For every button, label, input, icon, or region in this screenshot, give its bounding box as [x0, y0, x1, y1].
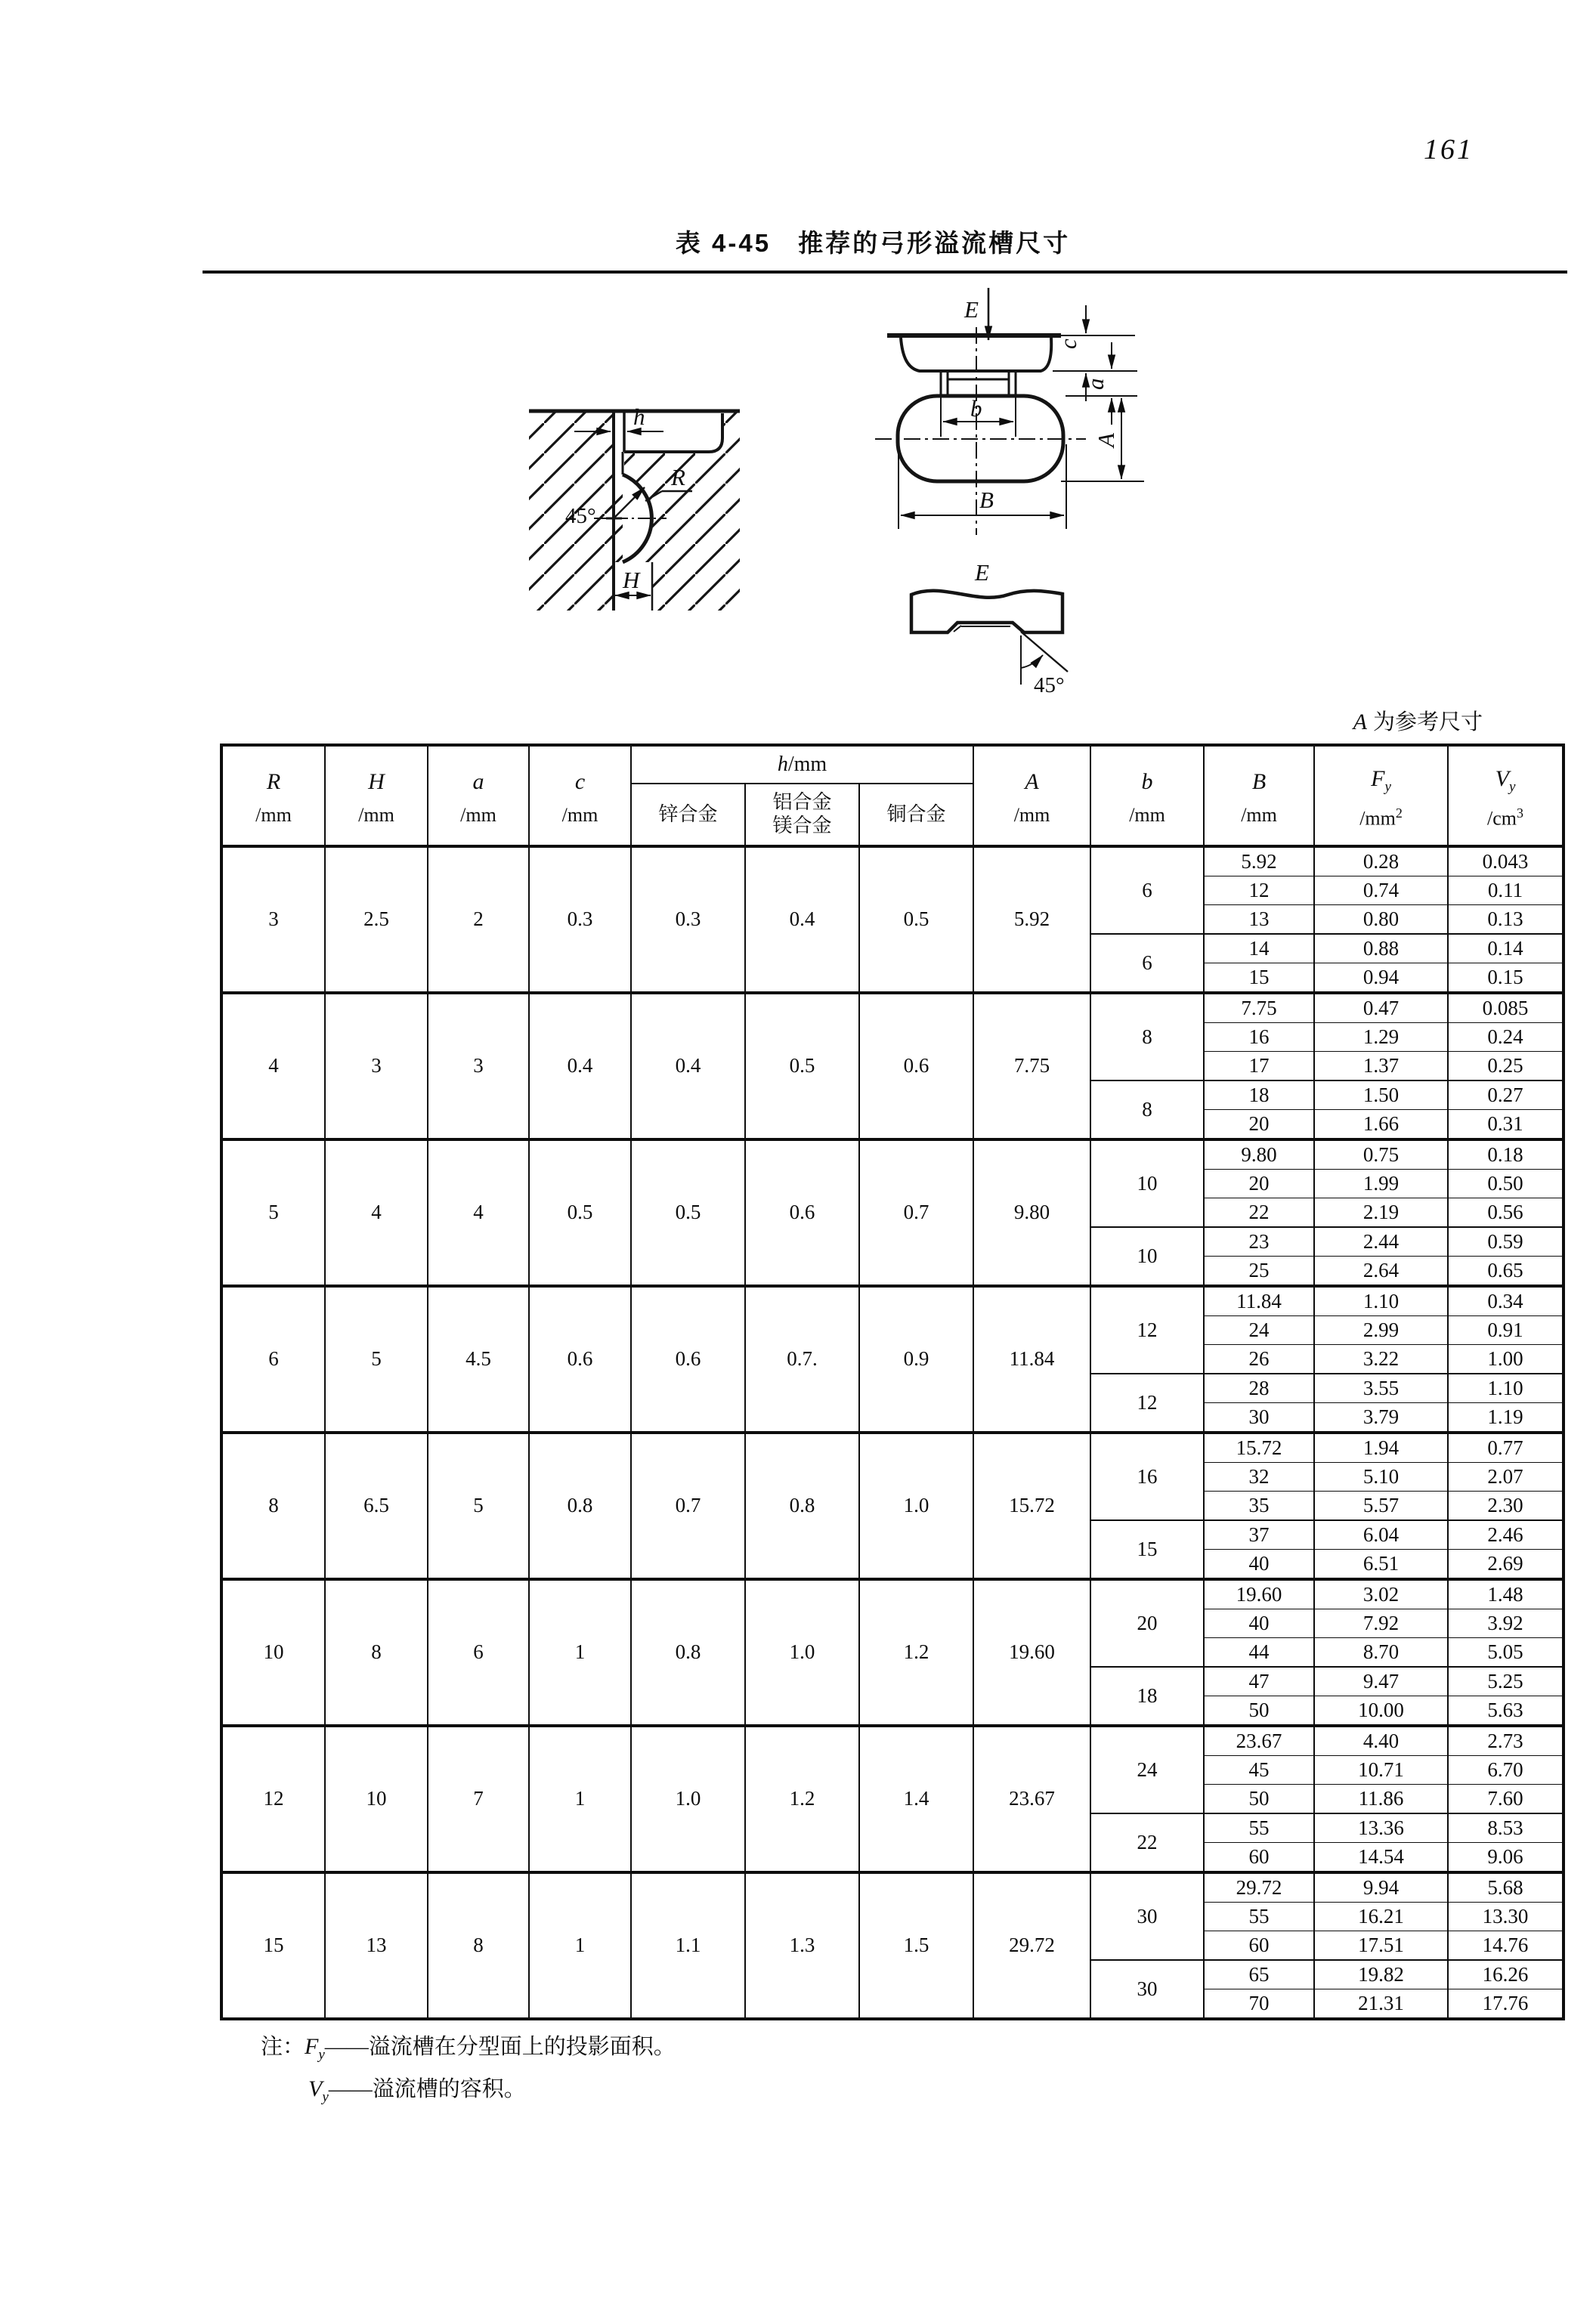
table-cell: 7: [428, 1726, 529, 1872]
table-cell: 1.4: [859, 1726, 973, 1872]
footnote-vy: $V_y——$溢流槽的容积。: [308, 2076, 526, 2105]
table-cell: 1.99: [1314, 1170, 1448, 1198]
table-row: [221, 1139, 1564, 1170]
header-row-1: [221, 745, 1564, 784]
table-cell: 0.77: [1448, 1433, 1564, 1463]
table-cell: 1.0: [631, 1726, 745, 1872]
table-cell: 9.80: [1204, 1139, 1314, 1170]
table-cell: 0.043: [1448, 846, 1564, 876]
table-cell: 4: [221, 993, 325, 1139]
table-cell: 0.6: [529, 1286, 631, 1433]
table-cell: 0.085: [1448, 993, 1564, 1023]
table-cell: 0.5: [631, 1139, 745, 1286]
table-cell: 17.76: [1448, 1989, 1564, 2020]
col-header-c: c /mm: [529, 745, 631, 846]
table-cell: 25: [1204, 1257, 1314, 1287]
table-cell: 3: [221, 846, 325, 993]
view-label-E-section: E: [975, 559, 989, 586]
e-section-view: [911, 591, 1068, 685]
table-cell: 10.00: [1314, 1696, 1448, 1727]
table-cell: 0.50: [1448, 1170, 1564, 1198]
table-cell: 65: [1204, 1960, 1314, 1989]
table-cell: 23.67: [973, 1726, 1090, 1872]
table-cell: 0.3: [529, 846, 631, 993]
table-cell: 5: [325, 1286, 428, 1433]
table-cell: 1: [529, 1872, 631, 2019]
table-cell: 3.02: [1314, 1579, 1448, 1609]
table-cell: 4.5: [428, 1286, 529, 1433]
table-cell: 16: [1204, 1023, 1314, 1052]
table-cell: 0.13: [1448, 905, 1564, 935]
col-header-A: A /mm: [973, 745, 1090, 846]
table-cell: 0.74: [1314, 876, 1448, 905]
col-header-b: b /mm: [1090, 745, 1204, 846]
table-cell: 6.04: [1314, 1520, 1448, 1550]
angle-label-section: 45°: [1034, 673, 1065, 697]
table-cell: 8: [221, 1433, 325, 1579]
table-cell: 1.2: [745, 1726, 859, 1872]
table-cell: 1.19: [1448, 1403, 1564, 1433]
table-cell: 40: [1204, 1550, 1314, 1580]
table-cell: 0.4: [631, 993, 745, 1139]
table-cell: 70: [1204, 1989, 1314, 2020]
table-cell: 3.79: [1314, 1403, 1448, 1433]
table-cell: 0.6: [631, 1286, 745, 1433]
table-cell: 0.75: [1314, 1139, 1448, 1170]
table-cell: 1.0: [859, 1433, 973, 1579]
table-cell: 9.80: [973, 1139, 1090, 1286]
table-cell: 23: [1204, 1227, 1314, 1257]
table-cell: 13.30: [1448, 1903, 1564, 1931]
table-cell: 2.64: [1314, 1257, 1448, 1287]
table-cell: 50: [1204, 1785, 1314, 1814]
table-cell: 5.05: [1448, 1638, 1564, 1668]
table-cell: 24: [1090, 1726, 1204, 1813]
table-cell: 1.50: [1314, 1080, 1448, 1110]
table-cell: 0.5: [859, 846, 973, 993]
dim-label-a: a: [1082, 378, 1109, 390]
table-cell: 8: [1090, 993, 1204, 1080]
table-cell: 16: [1090, 1433, 1204, 1520]
table-cell: 3: [428, 993, 529, 1139]
dim-label-B: B: [979, 487, 994, 513]
table-cell: 4: [428, 1139, 529, 1286]
table-cell: 12: [1090, 1374, 1204, 1433]
table-cell: 17.51: [1314, 1931, 1448, 1961]
table-cell: 0.24: [1448, 1023, 1564, 1052]
table-cell: 9.47: [1314, 1667, 1448, 1696]
table-row: [221, 1433, 1564, 1463]
table-cell: 6: [428, 1579, 529, 1726]
table-cell: 6.5: [325, 1433, 428, 1579]
table-cell: 0.80: [1314, 905, 1448, 935]
table-cell: 13.36: [1314, 1813, 1448, 1843]
table-cell: 16.26: [1448, 1960, 1564, 1989]
table-cell: 40: [1204, 1609, 1314, 1638]
table-cell: 9.94: [1314, 1872, 1448, 1903]
table-cell: 0.7: [631, 1433, 745, 1579]
table-cell: 22: [1090, 1813, 1204, 1872]
table-cell: 5.92: [1204, 846, 1314, 876]
col-header-Fy: $F_y$ $/mm^2$: [1314, 745, 1448, 846]
page-number: 161: [1424, 134, 1474, 165]
table-cell: 12: [221, 1726, 325, 1872]
table-cell: 2.07: [1448, 1463, 1564, 1492]
table-cell: 0.8: [631, 1579, 745, 1726]
table-cell: 4.40: [1314, 1726, 1448, 1756]
table-cell: 6: [1090, 934, 1204, 993]
table-cell: 0.56: [1448, 1198, 1564, 1228]
table-cell: 20: [1204, 1110, 1314, 1140]
angle-label-left: 45°: [565, 504, 596, 528]
reference-note: [1239, 705, 1483, 736]
table-cell: 1.37: [1314, 1052, 1448, 1081]
table-cell: 6: [1090, 846, 1204, 934]
table-cell: 5: [221, 1139, 325, 1286]
table-cell: 2.30: [1448, 1492, 1564, 1521]
table-cell: 7.60: [1448, 1785, 1564, 1814]
table-cell: 11.84: [973, 1286, 1090, 1433]
table-cell: 3: [325, 993, 428, 1139]
table-cell: 5.92: [973, 846, 1090, 993]
table-cell: 5: [428, 1433, 529, 1579]
table-cell: 35: [1204, 1492, 1314, 1521]
table-cell: 1.94: [1314, 1433, 1448, 1463]
table-cell: 0.6: [859, 993, 973, 1139]
table-cell: 7.75: [973, 993, 1090, 1139]
table-cell: 0.3: [631, 846, 745, 993]
table-cell: 12: [1204, 876, 1314, 905]
dim-label-h: h: [633, 403, 645, 430]
table-cell: 14.54: [1314, 1843, 1448, 1873]
table-cell: 29.72: [1204, 1872, 1314, 1903]
table-cell: 44: [1204, 1638, 1314, 1668]
col-header-a: a /mm: [428, 745, 529, 846]
col-header-B: B /mm: [1204, 745, 1314, 846]
ref-note-symbol: A: [1353, 710, 1367, 734]
table-cell: 7.75: [1204, 993, 1314, 1023]
ref-note-text: 为参考尺寸: [1372, 710, 1483, 734]
table-cell: 20: [1090, 1579, 1204, 1667]
table-cell: 4: [325, 1139, 428, 1286]
table-cell: 15: [221, 1872, 325, 2019]
table-cell: 29.72: [973, 1872, 1090, 2019]
table-cell: 0.25: [1448, 1052, 1564, 1081]
col-header-aluminum-magnesium-alloy: 铝合金 镁合金: [745, 784, 859, 846]
table-row: [221, 1872, 1564, 1903]
table-cell: 37: [1204, 1520, 1314, 1550]
table-cell: 0.88: [1314, 934, 1448, 963]
table-cell: 0.14: [1448, 934, 1564, 963]
table-cell: 50: [1204, 1696, 1314, 1727]
table-cell: 14: [1204, 934, 1314, 963]
table-cell: 1.29: [1314, 1023, 1448, 1052]
table-cell: 0.91: [1448, 1316, 1564, 1345]
table-cell: 0.31: [1448, 1110, 1564, 1140]
table-cell: 11.86: [1314, 1785, 1448, 1814]
view-label-E-plan: E: [964, 296, 979, 323]
table-cell: 16.21: [1314, 1903, 1448, 1931]
table-cell: 0.7: [859, 1139, 973, 1286]
table-cell: 20: [1204, 1170, 1314, 1198]
table-cell: 1.5: [859, 1872, 973, 2019]
dim-label-H: H: [623, 567, 640, 593]
table-cell: 1.00: [1448, 1345, 1564, 1374]
table-cell: 0.8: [529, 1433, 631, 1579]
table-cell: 15.72: [973, 1433, 1090, 1579]
table-header: [221, 745, 1564, 846]
table-cell: 0.47: [1314, 993, 1448, 1023]
table-cell: 18: [1204, 1080, 1314, 1110]
table-cell: 10: [1090, 1227, 1204, 1286]
table-cell: 60: [1204, 1931, 1314, 1961]
table-cell: 5.10: [1314, 1463, 1448, 1492]
table-cell: 0.7.: [745, 1286, 859, 1433]
table-cell: 1.3: [745, 1872, 859, 2019]
table-cell: 18: [1090, 1667, 1204, 1726]
table-cell: 1.2: [859, 1579, 973, 1726]
table-cell: 8.53: [1448, 1813, 1564, 1843]
table-cell: 17: [1204, 1052, 1314, 1081]
table-cell: 6.70: [1448, 1756, 1564, 1785]
col-header-Vy: $V_y$ $/cm^3$: [1448, 745, 1564, 846]
table-cell: 30: [1090, 1960, 1204, 2019]
plan-view-right: [875, 288, 1144, 535]
dim-label-c: c: [1055, 339, 1081, 349]
title-rule: [203, 271, 1567, 274]
table-cell: 0.27: [1448, 1080, 1564, 1110]
table-cell: 0.5: [745, 993, 859, 1139]
table-row: [221, 1286, 1564, 1316]
table-cell: 10.71: [1314, 1756, 1448, 1785]
table-cell: 1.66: [1314, 1110, 1448, 1140]
table-cell: 2.69: [1448, 1550, 1564, 1580]
table-cell: 3.22: [1314, 1345, 1448, 1374]
table-title: 表 4-45 推荐的弓形溢流槽尺寸: [675, 229, 1071, 257]
table-cell: 1.10: [1448, 1374, 1564, 1403]
table-cell: 14.76: [1448, 1931, 1564, 1961]
table-cell: 2: [428, 846, 529, 993]
table-cell: 0.6: [745, 1139, 859, 1286]
table-cell: 15.72: [1204, 1433, 1314, 1463]
table-cell: 0.11: [1448, 876, 1564, 905]
table-cell: 1: [529, 1579, 631, 1726]
table-cell: 19.60: [1204, 1579, 1314, 1609]
overflow-groove-figure: [491, 283, 1194, 706]
table-cell: 28: [1204, 1374, 1314, 1403]
col-header-h-group: h/mm: [631, 745, 973, 784]
table-cell: 5.63: [1448, 1696, 1564, 1727]
table-cell: 0.59: [1448, 1227, 1564, 1257]
dim-label-R: R: [671, 464, 685, 490]
table-cell: 13: [325, 1872, 428, 2019]
table-cell: 1.10: [1314, 1286, 1448, 1316]
table-cell: 6: [221, 1286, 325, 1433]
table-cell: 2.44: [1314, 1227, 1448, 1257]
table-cell: 19.82: [1314, 1960, 1448, 1989]
table-cell: 22: [1204, 1198, 1314, 1228]
table-cell: 5.57: [1314, 1492, 1448, 1521]
table-cell: 0.65: [1448, 1257, 1564, 1287]
table-cell: 8: [428, 1872, 529, 2019]
footnote-fy: 注：$F_y——$溢流槽在分型面上的投影面积。: [261, 2034, 676, 2063]
table-cell: 47: [1204, 1667, 1314, 1696]
table-cell: 1.0: [745, 1579, 859, 1726]
table-cell: 32: [1204, 1463, 1314, 1492]
table-cell: 0.15: [1448, 963, 1564, 994]
table-cell: 5.25: [1448, 1667, 1564, 1696]
table-cell: 10: [325, 1726, 428, 1872]
table-cell: 3.92: [1448, 1609, 1564, 1638]
dim-label-b: b: [970, 395, 982, 422]
table-cell: 0.4: [745, 846, 859, 993]
table-cell: 0.34: [1448, 1286, 1564, 1316]
table-cell: 30: [1204, 1403, 1314, 1433]
table-row: [221, 1726, 1564, 1756]
table-cell: 24: [1204, 1316, 1314, 1345]
table-cell: 8: [325, 1579, 428, 1726]
table-cell: 60: [1204, 1843, 1314, 1873]
table-cell: 19.60: [973, 1579, 1090, 1726]
table-cell: 55: [1204, 1903, 1314, 1931]
table-cell: 0.9: [859, 1286, 973, 1433]
table-cell: 45: [1204, 1756, 1314, 1785]
table-cell: 2.73: [1448, 1726, 1564, 1756]
table-cell: 1.48: [1448, 1579, 1564, 1609]
col-header-R: R /mm: [221, 745, 325, 846]
table-cell: 15: [1090, 1520, 1204, 1579]
table-cell: 2.5: [325, 846, 428, 993]
col-header-copper-alloy: 铜合金: [859, 784, 973, 846]
table-cell: 0.28: [1314, 846, 1448, 876]
table-cell: 2.19: [1314, 1198, 1448, 1228]
table-cell: 9.06: [1448, 1843, 1564, 1873]
table-cell: 5.68: [1448, 1872, 1564, 1903]
table-body: [221, 846, 1564, 2019]
table-cell: 0.94: [1314, 963, 1448, 994]
col-header-H: H /mm: [325, 745, 428, 846]
table-cell: 3.55: [1314, 1374, 1448, 1403]
table-row: [221, 1579, 1564, 1609]
table-row: [221, 846, 1564, 876]
table-row: [221, 993, 1564, 1023]
table-cell: 15: [1204, 963, 1314, 994]
table-cell: 8: [1090, 1080, 1204, 1139]
table-cell: 2.99: [1314, 1316, 1448, 1345]
table-cell: 11.84: [1204, 1286, 1314, 1316]
table-cell: 0.5: [529, 1139, 631, 1286]
table-cell: 0.18: [1448, 1139, 1564, 1170]
table-cell: 0.8: [745, 1433, 859, 1579]
overflow-groove-size-table: [220, 744, 1565, 2020]
table-cell: 1.1: [631, 1872, 745, 2019]
table-cell: 0.4: [529, 993, 631, 1139]
table-cell: 7.92: [1314, 1609, 1448, 1638]
table-cell: 13: [1204, 905, 1314, 935]
table-cell: 12: [1090, 1286, 1204, 1374]
table-cell: 21.31: [1314, 1989, 1448, 2020]
dim-label-A: A: [1093, 433, 1119, 447]
table-cell: 10: [1090, 1139, 1204, 1227]
table-cell: 2.46: [1448, 1520, 1564, 1550]
table-cell: 6.51: [1314, 1550, 1448, 1580]
table-cell: 55: [1204, 1813, 1314, 1843]
table-cell: 10: [221, 1579, 325, 1726]
table-cell: 8.70: [1314, 1638, 1448, 1668]
table-cell: 26: [1204, 1345, 1314, 1374]
col-header-zinc-alloy: 锌合金: [631, 784, 745, 846]
table-cell: 23.67: [1204, 1726, 1314, 1756]
table-cell: 30: [1090, 1872, 1204, 1960]
table-cell: 1: [529, 1726, 631, 1872]
